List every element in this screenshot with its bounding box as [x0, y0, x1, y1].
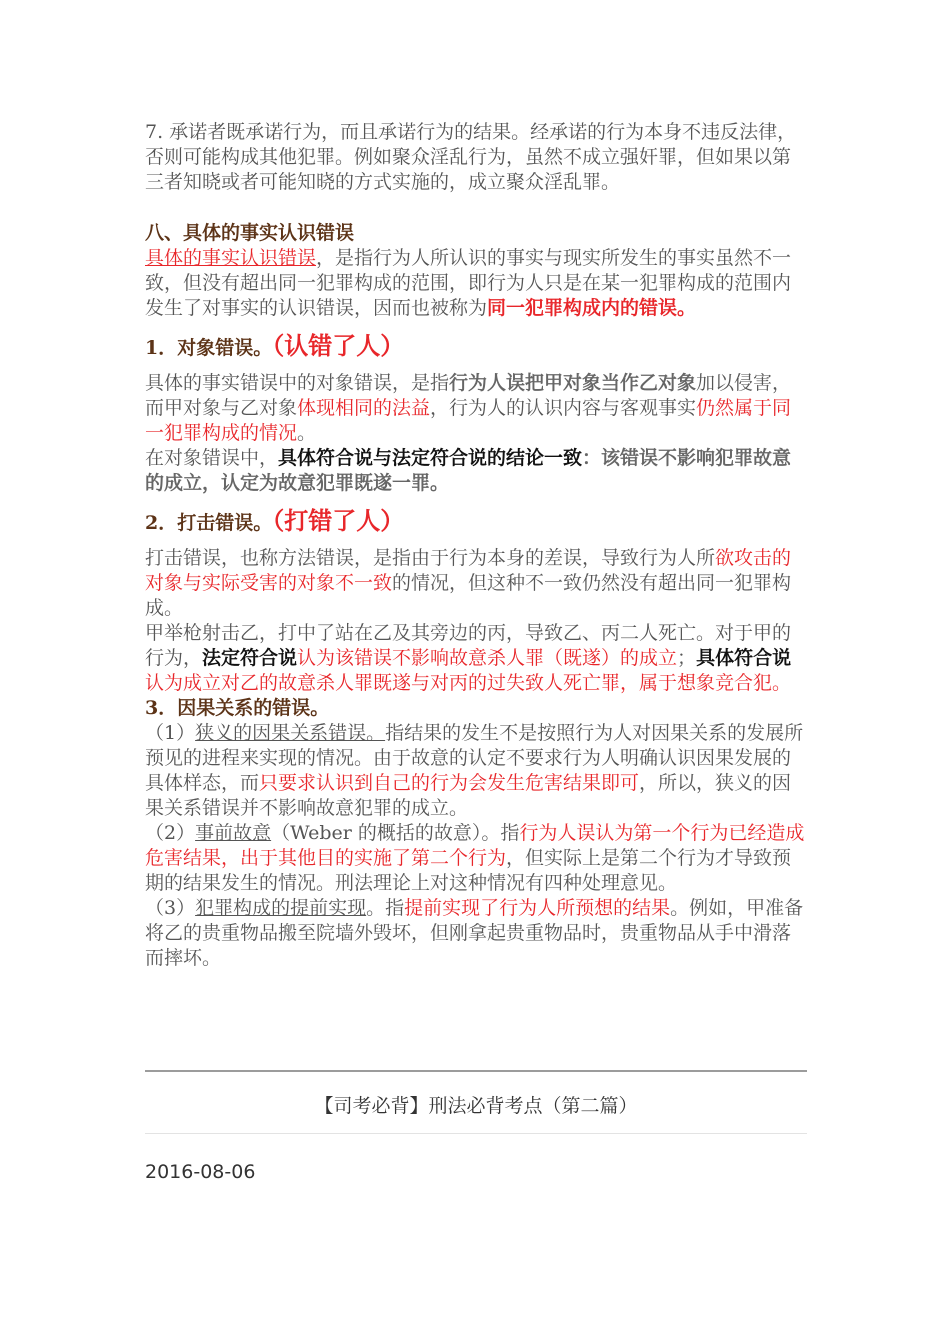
item-2-paragraph-2: 甲举枪射击乙，打中了站在乙及其旁边的丙，导致乙、丙二人死亡。对于甲的行为，法定符合说认为该错误不影响故意杀人罪（既遂）的成立；具体符合说认为成立对乙的故意杀人罪既遂与对丙的过失致人死亡罪，属于想象竞合犯。	[145, 622, 792, 694]
term-prior-intent: 事前故意	[195, 822, 272, 844]
item-2-tag: （打错了人）	[272, 506, 405, 535]
term-specific-fact-error: 具体的事实认识错误	[145, 247, 317, 269]
term-same-crime-error: 同一犯罪构成内的错误。	[487, 297, 697, 319]
article-divider	[145, 1070, 807, 1072]
item-3-heading: 3．因果关系的错误。	[145, 697, 330, 719]
article-title-link[interactable]: 【司考必背】刑法必背考点（第二篇）	[314, 1095, 638, 1117]
footer-divider	[145, 1133, 807, 1134]
item-3-sub-3: （3）犯罪构成的提前实现。指提前实现了行为人所预想的结果。例如，甲准备将乙的贵重物品搬至院墙外毁坏，但刚拿起贵重物品时，贵重物品从手中滑落而摔坏。	[145, 897, 804, 969]
section-8-intro: 具体的事实认识错误，是指行为人所认识的事实与现实所发生的事实虽然不一致，但没有超出同一犯罪构成的范围，即行为人只是在某一犯罪构成的范围内发生了对事实的认识错误，因而也被称为同一犯罪构成内的错误。	[145, 247, 792, 319]
item-1-paragraph-2: 在对象错误中，具体符合说与法定符合说的结论一致：该错误不影响犯罪故意的成立，认定为故意犯罪既遂一罪。	[145, 447, 792, 494]
item-2-heading: 2．打击错误。（打错了人）	[145, 506, 405, 535]
item-1-paragraph-1: 具体的事实错误中的对象错误，是指行为人误把甲对象当作乙对象加以侵害，而甲对象与乙对象体现相同的法益，行为人的认识内容与客观事实仍然属于同一犯罪构成的情况。	[145, 372, 792, 444]
section-7-paragraph: 7. 承诺者既承诺行为，而且承诺行为的结果。经承诺的行为本身不违反法律，否则可能构成其他犯罪。例如聚众淫乱行为，虽然不成立强奸罪，但如果以第三者知晓或者可能知晓的方式实施的，成立聚众淫乱罪。	[145, 121, 797, 193]
term-early-realization: 犯罪构成的提前实现	[195, 897, 367, 919]
article-body	[145, 120, 807, 971]
item-3-sub-1: （1）狭义的因果关系错误。指结果的发生不是按照行为人对因果关系的发展所预见的进程来实现的情况。由于故意的认定不要求行为人明确认识因果发展的具体样态，而只要求认识到自己的行为会发生危害结果即可，所以，狭义的因果关系错误并不影响故意犯罪的成立。	[145, 722, 804, 819]
item-3-sub-2: （2）事前故意（Weber 的概括的故意）。指行为人误认为第一个行为已经造成危害结果，出于其他目的实施了第二个行为，但实际上是第二个行为才导致预期的结果发生的情况。刑法理论上对这种情况有四种处理意见。	[145, 822, 805, 894]
publish-date: 2016-08-06	[145, 1161, 256, 1183]
item-1-heading: 1．对象错误。（认错了人）	[145, 331, 405, 360]
section-8-heading: 八、具体的事实认识错误	[145, 222, 355, 244]
item-2-paragraph-1: 打击错误，也称方法错误，是指由于行为本身的差误，导致行为人所欲攻击的对象与实际受害的对象不一致的情况，但这种不一致仍然没有超出同一犯罪构成。	[145, 547, 792, 619]
term-narrow-causal-error: 狭义的因果关系错误。	[195, 722, 386, 744]
item-1-tag: （认错了人）	[272, 331, 405, 360]
